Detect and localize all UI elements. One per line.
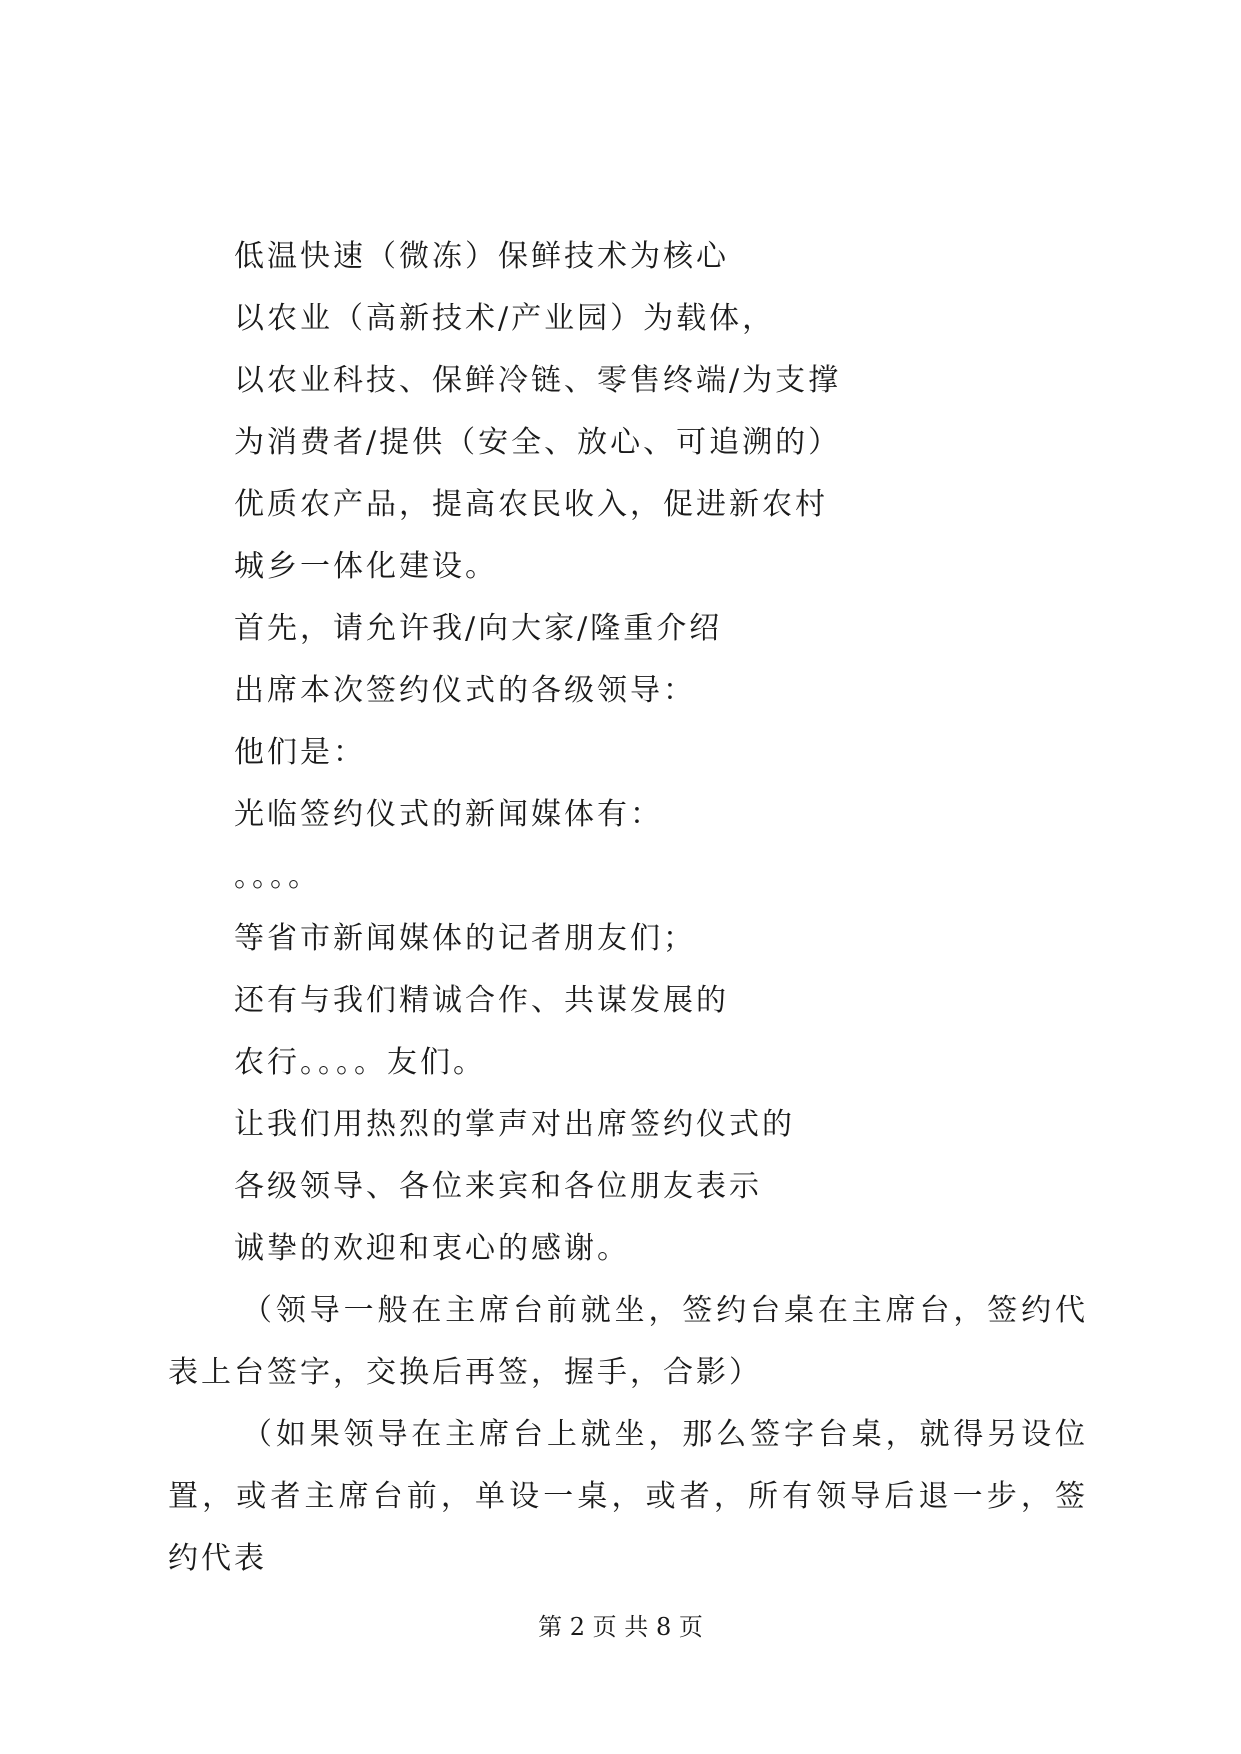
text-line: 以农业科技、保鲜冷链、零售终端/为支撑	[234, 363, 842, 398]
text-line: 光临签约仪式的新闻媒体有：	[234, 797, 663, 832]
paragraph: （领导一般在主席台前就坐，签约台桌在主席台，签约代表上台签字，交换后再签，握手，合影）	[168, 1293, 1088, 1390]
text-line: 等省市新闻媒体的记者朋友们；	[234, 921, 696, 956]
page-number-footer: 第 2 页 共 8 页	[538, 1613, 703, 1641]
paragraph: （如果领导在主席台上就坐，那么签字台桌，就得另设位置，或者主席台前，单设一桌，或者，所有领导后退一步，签约代表	[168, 1417, 1088, 1576]
document-body	[168, 226, 1088, 1590]
text-line: 城乡一体化建设。	[234, 549, 498, 584]
text-line: 各级领导、各位来宾和各位朋友表示	[234, 1169, 762, 1204]
text-line: 出席本次签约仪式的各级领导：	[234, 673, 696, 708]
text-line: 还有与我们精诚合作、共谋发展的	[234, 983, 729, 1018]
text-line: 让我们用热烈的掌声对出席签约仪式的	[234, 1107, 795, 1142]
text-line: 诚挚的欢迎和衷心的感谢。	[234, 1231, 630, 1266]
text-line: 首先，请允许我/向大家/隆重介绍	[234, 611, 723, 646]
text-line: 优质农产品，提高农民收入，促进新农村	[234, 487, 828, 522]
text-line: 以农业（高新技术/产业园）为载体，	[234, 301, 776, 336]
text-line: 为消费者/提供（安全、放心、可追溯的）	[234, 425, 842, 460]
text-line: 他们是：	[234, 735, 366, 770]
text-line: 。。。。	[234, 859, 321, 894]
text-line: 农行。。。。友们。	[234, 1045, 486, 1080]
text-line: 低温快速（微冻）保鲜技术为核心	[234, 239, 729, 274]
